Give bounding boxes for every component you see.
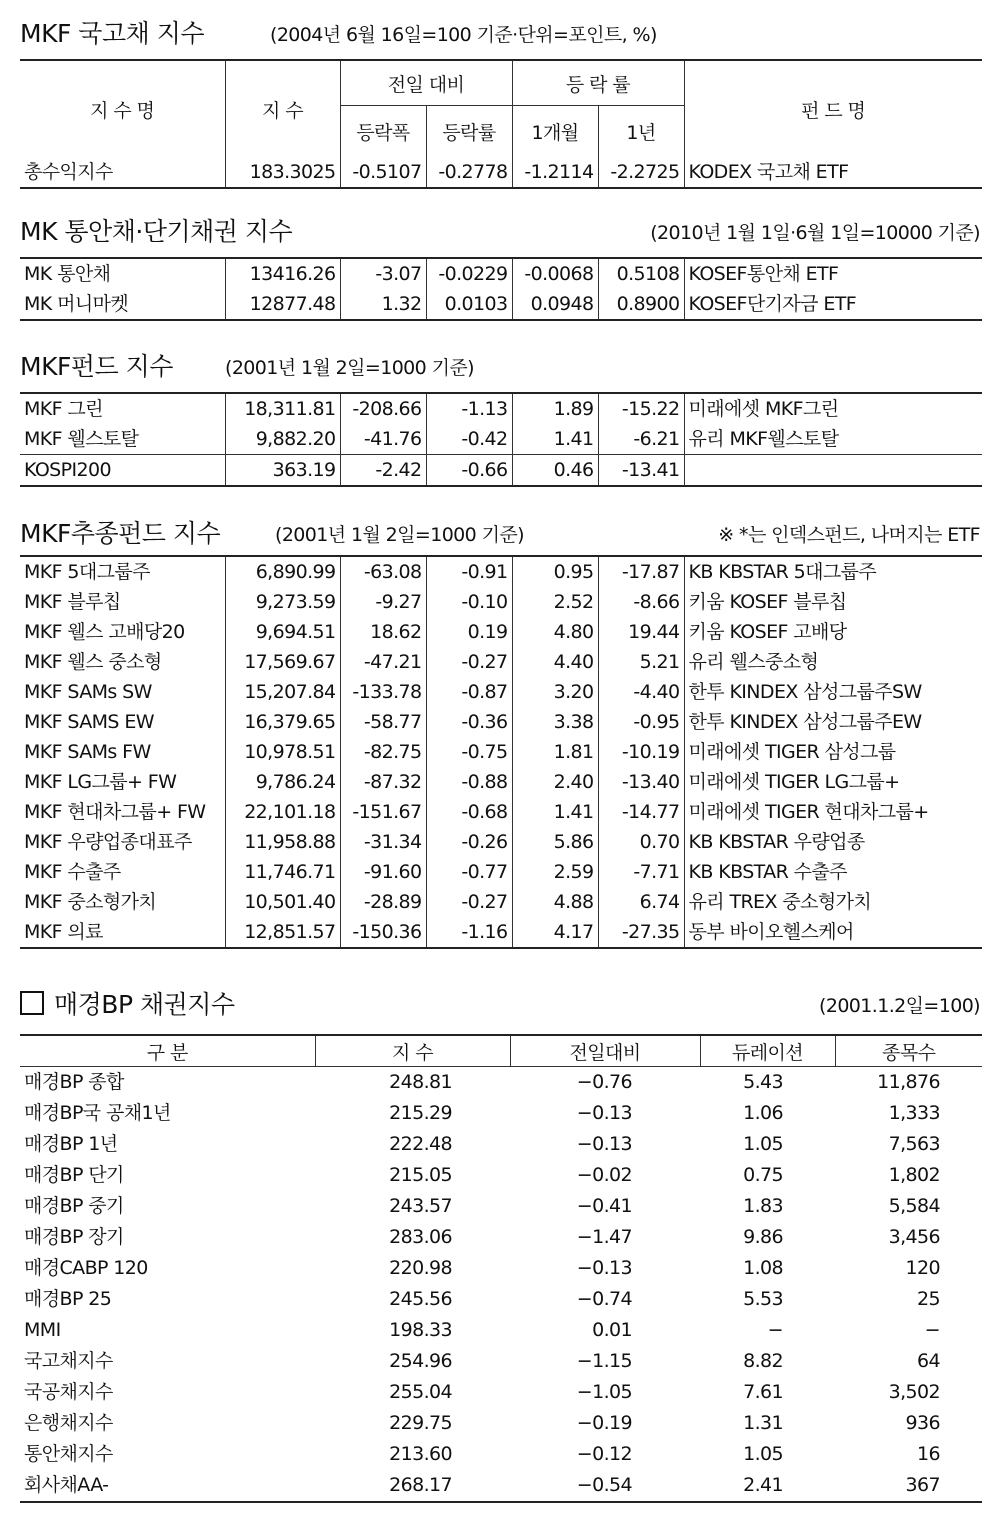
index-value-cell: 268.17 bbox=[389, 1474, 452, 1496]
fund-name-cell: 유리 MKF웰스토탈 bbox=[684, 424, 982, 455]
year-rate-cell: -13.41 bbox=[598, 455, 684, 487]
index-name-cell: MKF 중소형가치 bbox=[20, 887, 225, 917]
duration-cell: 1.08 bbox=[743, 1257, 783, 1279]
table-row bbox=[20, 677, 982, 707]
month-rate-cell: 3.20 bbox=[512, 677, 598, 707]
duration-cell: 1.05 bbox=[743, 1443, 783, 1465]
header-change-pct: 등락률 bbox=[426, 106, 512, 158]
prev-day-cell: −1.47 bbox=[576, 1226, 632, 1248]
index-value-cell: 245.56 bbox=[389, 1288, 452, 1310]
index-name-cell: MKF SAMs FW bbox=[20, 737, 225, 767]
change-pct-cell: -0.87 bbox=[426, 677, 512, 707]
prev-day-cell: −0.76 bbox=[576, 1071, 632, 1093]
fund-name-cell: 미래에셋 TIGER 현대차그룹+ bbox=[684, 797, 982, 827]
index-value-cell: 363.19 bbox=[225, 455, 340, 487]
change-pct-cell: -0.77 bbox=[426, 857, 512, 887]
year-rate-cell: 5.21 bbox=[598, 647, 684, 677]
month-rate-cell: 4.40 bbox=[512, 647, 598, 677]
index-name-cell: MKF 웰스 고배당20 bbox=[20, 617, 225, 647]
change-pct-cell: -0.26 bbox=[426, 827, 512, 857]
index-value-cell: 222.48 bbox=[389, 1133, 452, 1155]
index-value-cell: 215.05 bbox=[389, 1164, 452, 1186]
section-header-bp-bond bbox=[20, 983, 980, 1023]
category-cell: 매경BP 단기 bbox=[24, 1164, 124, 1186]
issue-count-cell: 936 bbox=[905, 1412, 940, 1434]
table-row bbox=[20, 1439, 982, 1470]
year-rate-cell: -8.66 bbox=[598, 587, 684, 617]
table-row bbox=[20, 1408, 982, 1439]
year-rate-cell: 6.74 bbox=[598, 887, 684, 917]
category-cell: 매경BP 장기 bbox=[24, 1226, 124, 1248]
change-pct-cell: -0.42 bbox=[426, 424, 512, 455]
header-change: 등락폭 bbox=[340, 106, 426, 158]
section-header-mkf-tracking bbox=[20, 512, 980, 552]
month-rate-cell: 1.81 bbox=[512, 737, 598, 767]
index-value-cell: 215.29 bbox=[389, 1102, 452, 1124]
duration-cell: 1.06 bbox=[743, 1102, 783, 1124]
index-value-cell: 198.33 bbox=[389, 1319, 452, 1341]
change-cell: -63.08 bbox=[340, 556, 426, 587]
table-row bbox=[20, 587, 982, 617]
prev-day-cell: −0.74 bbox=[576, 1288, 632, 1310]
table-row bbox=[20, 1067, 982, 1099]
table-row bbox=[20, 1098, 982, 1129]
index-value-cell: 9,882.20 bbox=[225, 424, 340, 455]
prev-day-cell: −0.19 bbox=[576, 1412, 632, 1434]
header-duration: 듀레이션 bbox=[700, 1035, 835, 1067]
change-pct-cell: -1.16 bbox=[426, 917, 512, 948]
duration-cell: 1.31 bbox=[743, 1412, 783, 1434]
section-note: (2001년 1월 2일=1000 기준) bbox=[225, 357, 474, 379]
index-value-cell: 10,978.51 bbox=[225, 737, 340, 767]
issue-count-cell: 367 bbox=[905, 1474, 940, 1496]
index-value-cell: 213.60 bbox=[389, 1443, 452, 1465]
prev-day-cell: −0.12 bbox=[576, 1443, 632, 1465]
category-cell: 통안채지수 bbox=[24, 1443, 113, 1465]
fund-name-cell bbox=[684, 455, 982, 487]
section-header-mkf-fund bbox=[20, 345, 980, 385]
year-rate-cell: -4.40 bbox=[598, 677, 684, 707]
table-row bbox=[20, 707, 982, 737]
change-pct-cell: -0.88 bbox=[426, 767, 512, 797]
change-pct-cell: -0.27 bbox=[426, 887, 512, 917]
category-cell: 매경BP 종합 bbox=[24, 1071, 124, 1093]
header-prev-day: 전일대비 bbox=[510, 1035, 700, 1067]
index-name-cell: MKF 5대그룹주 bbox=[20, 556, 225, 587]
change-cell: -87.32 bbox=[340, 767, 426, 797]
index-value-cell: 6,890.99 bbox=[225, 556, 340, 587]
change-cell: -58.77 bbox=[340, 707, 426, 737]
table-row bbox=[20, 1129, 982, 1160]
index-value-cell: 18,311.81 bbox=[225, 393, 340, 424]
index-name-cell: MK 머니마켓 bbox=[20, 289, 225, 320]
year-rate-cell: 0.8900 bbox=[598, 289, 684, 320]
mkf-tracking-table bbox=[20, 555, 982, 949]
change-cell: -3.07 bbox=[340, 258, 426, 289]
section-note: (2001.1.2일=100) bbox=[819, 995, 980, 1017]
index-value-cell: 17,569.67 bbox=[225, 647, 340, 677]
index-name-cell: MKF 의료 bbox=[20, 917, 225, 948]
index-name-cell: MKF SAMs SW bbox=[20, 677, 225, 707]
index-value-cell: 9,273.59 bbox=[225, 587, 340, 617]
year-rate-cell: -0.95 bbox=[598, 707, 684, 737]
section-title: MKF추종펀드 지수 bbox=[20, 519, 221, 548]
index-value-cell: 12877.48 bbox=[225, 289, 340, 320]
table-row bbox=[20, 1315, 982, 1346]
index-name-cell: MKF 웰스토탈 bbox=[20, 424, 225, 455]
table-row bbox=[20, 1284, 982, 1315]
month-rate-cell: 0.46 bbox=[512, 455, 598, 487]
change-cell: -28.89 bbox=[340, 887, 426, 917]
duration-cell: − bbox=[767, 1319, 783, 1341]
change-cell: -9.27 bbox=[340, 587, 426, 617]
index-value-cell: 254.96 bbox=[389, 1350, 452, 1372]
year-rate-cell: -14.77 bbox=[598, 797, 684, 827]
index-name-cell: MKF 우량업종대표주 bbox=[20, 827, 225, 857]
table-row bbox=[20, 556, 982, 587]
issue-count-cell: 16 bbox=[917, 1443, 940, 1465]
fund-name-cell: KOSEF통안채 ETF bbox=[684, 258, 982, 289]
index-value-cell: 283.06 bbox=[389, 1226, 452, 1248]
section-header-mk-msb bbox=[20, 210, 980, 250]
duration-cell: 2.41 bbox=[743, 1474, 783, 1496]
section-header-mkf-treasury bbox=[20, 12, 980, 52]
issue-count-cell: 1,802 bbox=[888, 1164, 940, 1186]
fund-name-cell: 유리 TREX 중소형가치 bbox=[684, 887, 982, 917]
year-rate-cell: 19.44 bbox=[598, 617, 684, 647]
duration-cell: 9.86 bbox=[743, 1226, 783, 1248]
issue-count-cell: 5,584 bbox=[888, 1195, 940, 1217]
change-pct-cell: -1.13 bbox=[426, 393, 512, 424]
month-rate-cell: 0.95 bbox=[512, 556, 598, 587]
change-cell: -47.21 bbox=[340, 647, 426, 677]
change-cell: -2.42 bbox=[340, 455, 426, 487]
change-pct-cell: -0.68 bbox=[426, 797, 512, 827]
table-row bbox=[20, 857, 982, 887]
section-title: MKF펀드 지수 bbox=[20, 352, 173, 381]
category-cell: 은행채지수 bbox=[24, 1412, 113, 1434]
fund-name-cell: 유리 웰스중소형 bbox=[684, 647, 982, 677]
change-pct-cell: 0.19 bbox=[426, 617, 512, 647]
index-value-cell: 243.57 bbox=[389, 1195, 452, 1217]
table-row bbox=[20, 737, 982, 767]
year-rate-cell: -27.35 bbox=[598, 917, 684, 948]
change-pct-cell: -0.36 bbox=[426, 707, 512, 737]
year-rate-cell: -17.87 bbox=[598, 556, 684, 587]
prev-day-cell: −1.05 bbox=[576, 1381, 632, 1403]
index-value-cell: 9,786.24 bbox=[225, 767, 340, 797]
change-cell: -82.75 bbox=[340, 737, 426, 767]
month-rate-cell: -0.0068 bbox=[512, 258, 598, 289]
change-cell: 1.32 bbox=[340, 289, 426, 320]
table-row bbox=[20, 767, 982, 797]
fund-name-cell: 키움 KOSEF 고배당 bbox=[684, 617, 982, 647]
prev-day-cell: −0.41 bbox=[576, 1195, 632, 1217]
change-cell: -150.36 bbox=[340, 917, 426, 948]
index-name-cell: MKF LG그룹+ FW bbox=[20, 767, 225, 797]
month-rate-cell: 1.41 bbox=[512, 424, 598, 455]
fund-name-cell: KOSEF단기자금 ETF bbox=[684, 289, 982, 320]
year-rate-cell: -13.40 bbox=[598, 767, 684, 797]
issue-count-cell: 1,333 bbox=[888, 1102, 940, 1124]
table-row bbox=[20, 887, 982, 917]
issue-count-cell: 64 bbox=[917, 1350, 940, 1372]
change-pct-cell: -0.0229 bbox=[426, 258, 512, 289]
table-row bbox=[20, 1160, 982, 1191]
duration-cell: 5.43 bbox=[743, 1071, 783, 1093]
change-pct-cell: -0.75 bbox=[426, 737, 512, 767]
header-index: 지 수 bbox=[225, 60, 340, 157]
table-row bbox=[20, 827, 982, 857]
header-prev-day: 전일 대비 bbox=[340, 60, 512, 106]
month-rate-cell: 4.88 bbox=[512, 887, 598, 917]
table-row bbox=[20, 1222, 982, 1253]
duration-cell: 8.82 bbox=[743, 1350, 783, 1372]
section-note: (2010년 1월 1일·6월 1일=10000 기준) bbox=[650, 222, 980, 244]
issue-count-cell: 11,876 bbox=[877, 1071, 940, 1093]
index-value-cell: 248.81 bbox=[389, 1071, 452, 1093]
index-name-cell: MKF 웰스 중소형 bbox=[20, 647, 225, 677]
issue-count-cell: − bbox=[924, 1319, 940, 1341]
prev-day-cell: −0.13 bbox=[576, 1102, 632, 1124]
index-value-cell: 10,501.40 bbox=[225, 887, 340, 917]
category-cell: 매경CABP 120 bbox=[24, 1257, 148, 1279]
month-rate-cell: 0.0948 bbox=[512, 289, 598, 320]
change-cell: -208.66 bbox=[340, 393, 426, 424]
category-cell: 국공채지수 bbox=[24, 1381, 113, 1403]
year-rate-cell: -7.71 bbox=[598, 857, 684, 887]
fund-name-cell: 한투 KINDEX 삼성그룹주EW bbox=[684, 707, 982, 737]
month-rate-cell: 5.86 bbox=[512, 827, 598, 857]
month-rate-cell: 3.38 bbox=[512, 707, 598, 737]
change-pct-cell: 0.0103 bbox=[426, 289, 512, 320]
table-row bbox=[20, 1377, 982, 1408]
duration-cell: 1.05 bbox=[743, 1133, 783, 1155]
index-value-cell: 11,958.88 bbox=[225, 827, 340, 857]
header-1-year: 1년 bbox=[598, 106, 684, 158]
month-rate-cell: 1.89 bbox=[512, 393, 598, 424]
header-index: 지 수 bbox=[315, 1035, 510, 1067]
mkf-treasury-table bbox=[20, 59, 982, 189]
month-rate-cell: 2.59 bbox=[512, 857, 598, 887]
change-pct-cell: -0.91 bbox=[426, 556, 512, 587]
table-row bbox=[20, 1346, 982, 1377]
change-pct-cell: -0.27 bbox=[426, 647, 512, 677]
issue-count-cell: 3,456 bbox=[888, 1226, 940, 1248]
month-rate-cell: 4.17 bbox=[512, 917, 598, 948]
duration-cell: 5.53 bbox=[743, 1288, 783, 1310]
index-value-cell: 16,379.65 bbox=[225, 707, 340, 737]
index-name-cell: MK 통안채 bbox=[20, 258, 225, 289]
table-row bbox=[20, 917, 982, 948]
table-row bbox=[20, 1253, 982, 1284]
category-cell: 회사채AA- bbox=[24, 1474, 109, 1496]
fund-name-cell: 한투 KINDEX 삼성그룹주SW bbox=[684, 677, 982, 707]
table-row bbox=[20, 393, 982, 424]
section-title: MK 통안채·단기채권 지수 bbox=[20, 217, 293, 246]
table-row bbox=[20, 617, 982, 647]
month-rate-cell: 2.52 bbox=[512, 587, 598, 617]
category-cell: 매경BP 25 bbox=[24, 1288, 112, 1310]
section-title: MKF 국고채 지수 bbox=[20, 19, 204, 48]
duration-cell: 1.83 bbox=[743, 1195, 783, 1217]
year-rate-cell: 0.5108 bbox=[598, 258, 684, 289]
fund-name-cell: 동부 바이오헬스케어 bbox=[684, 917, 982, 948]
change-cell: 18.62 bbox=[340, 617, 426, 647]
table-row bbox=[20, 647, 982, 677]
header-change-rate: 등 락 률 bbox=[512, 60, 684, 106]
table-row bbox=[20, 1470, 982, 1502]
mkf-fund-table bbox=[20, 392, 982, 487]
prev-day-cell: −0.13 bbox=[576, 1133, 632, 1155]
category-cell: MMI bbox=[24, 1319, 61, 1341]
fund-name-cell: KB KBSTAR 우량업종 bbox=[684, 827, 982, 857]
change-cell: -91.60 bbox=[340, 857, 426, 887]
change-pct-cell: -0.10 bbox=[426, 587, 512, 617]
index-value-cell: 255.04 bbox=[389, 1381, 452, 1403]
fund-name-cell: 미래에셋 TIGER 삼성그룹 bbox=[684, 737, 982, 767]
table-row bbox=[20, 1191, 982, 1222]
header-issue-count: 종목수 bbox=[835, 1035, 982, 1067]
fund-name-cell: 미래에셋 TIGER LG그룹+ bbox=[684, 767, 982, 797]
duration-cell: 7.61 bbox=[743, 1381, 783, 1403]
header-fund-name: 펀 드 명 bbox=[684, 60, 982, 157]
category-cell: 매경BP국 공채1년 bbox=[24, 1102, 171, 1124]
issue-count-cell: 120 bbox=[905, 1257, 940, 1279]
table-row bbox=[20, 455, 982, 487]
year-rate-cell: -6.21 bbox=[598, 424, 684, 455]
index-name-cell: MKF 그린 bbox=[20, 393, 225, 424]
index-value-cell: 22,101.18 bbox=[225, 797, 340, 827]
change-cell: -41.76 bbox=[340, 424, 426, 455]
table-row bbox=[20, 258, 982, 289]
prev-day-cell: 0.01 bbox=[592, 1319, 632, 1341]
checkbox-square-icon bbox=[20, 991, 44, 1015]
table-row bbox=[20, 797, 982, 827]
index-value-cell: 12,851.57 bbox=[225, 917, 340, 948]
fund-name-cell: KB KBSTAR 수출주 bbox=[684, 857, 982, 887]
index-value-cell: 11,746.71 bbox=[225, 857, 340, 887]
index-name-cell: KOSPI200 bbox=[20, 455, 225, 487]
issue-count-cell: 7,563 bbox=[888, 1133, 940, 1155]
change-cell: -31.34 bbox=[340, 827, 426, 857]
mk-msb-table bbox=[20, 257, 982, 321]
header-index-name: 지 수 명 bbox=[20, 60, 225, 157]
year-rate-cell: -10.19 bbox=[598, 737, 684, 767]
month-rate-cell: 2.40 bbox=[512, 767, 598, 797]
table-row: 총수익지수 183.3025 -0.5107 -0.2778 -1.2114 -2.2725 KODEX 국고채 ETF bbox=[20, 157, 982, 188]
issue-count-cell: 25 bbox=[917, 1288, 940, 1310]
index-value-cell: 13416.26 bbox=[225, 258, 340, 289]
fund-name-cell: KB KBSTAR 5대그룹주 bbox=[684, 556, 982, 587]
section-note: (2004년 6월 16일=100 기준·단위=포인트, %) bbox=[270, 24, 657, 46]
section-title: 매경BP 채권지수 bbox=[54, 990, 235, 1019]
index-value-cell: 220.98 bbox=[389, 1257, 452, 1279]
prev-day-cell: −0.54 bbox=[576, 1474, 632, 1496]
index-name-cell: MKF 수출주 bbox=[20, 857, 225, 887]
change-pct-cell: -0.66 bbox=[426, 455, 512, 487]
section-footnote: ※ *는 인덱스펀드, 나머지는 ETF bbox=[718, 524, 980, 546]
issue-count-cell: 3,502 bbox=[888, 1381, 940, 1403]
prev-day-cell: −1.15 bbox=[576, 1350, 632, 1372]
index-value-cell: 229.75 bbox=[389, 1412, 452, 1434]
category-cell: 매경BP 중기 bbox=[24, 1195, 124, 1217]
prev-day-cell: −0.13 bbox=[576, 1257, 632, 1279]
year-rate-cell: -15.22 bbox=[598, 393, 684, 424]
index-name-cell: MKF 현대차그룹+ FW bbox=[20, 797, 225, 827]
index-name-cell: MKF 블루칩 bbox=[20, 587, 225, 617]
fund-name-cell: 키움 KOSEF 블루칩 bbox=[684, 587, 982, 617]
category-cell: 매경BP 1년 bbox=[24, 1133, 118, 1155]
table-row bbox=[20, 289, 982, 320]
index-name-cell: MKF SAMS EW bbox=[20, 707, 225, 737]
change-cell: -133.78 bbox=[340, 677, 426, 707]
section-note: (2001년 1월 2일=1000 기준) bbox=[275, 524, 524, 546]
header-1-month: 1개월 bbox=[512, 106, 598, 158]
change-cell: -151.67 bbox=[340, 797, 426, 827]
prev-day-cell: −0.02 bbox=[576, 1164, 632, 1186]
month-rate-cell: 1.41 bbox=[512, 797, 598, 827]
fund-name-cell: 미래에셋 MKF그린 bbox=[684, 393, 982, 424]
year-rate-cell: 0.70 bbox=[598, 827, 684, 857]
category-cell: 국고채지수 bbox=[24, 1350, 113, 1372]
index-value-cell: 15,207.84 bbox=[225, 677, 340, 707]
header-category: 구 분 bbox=[20, 1035, 315, 1067]
table-row bbox=[20, 424, 982, 455]
index-value-cell: 9,694.51 bbox=[225, 617, 340, 647]
bp-bond-table bbox=[20, 1034, 982, 1503]
month-rate-cell: 4.80 bbox=[512, 617, 598, 647]
duration-cell: 0.75 bbox=[743, 1164, 783, 1186]
